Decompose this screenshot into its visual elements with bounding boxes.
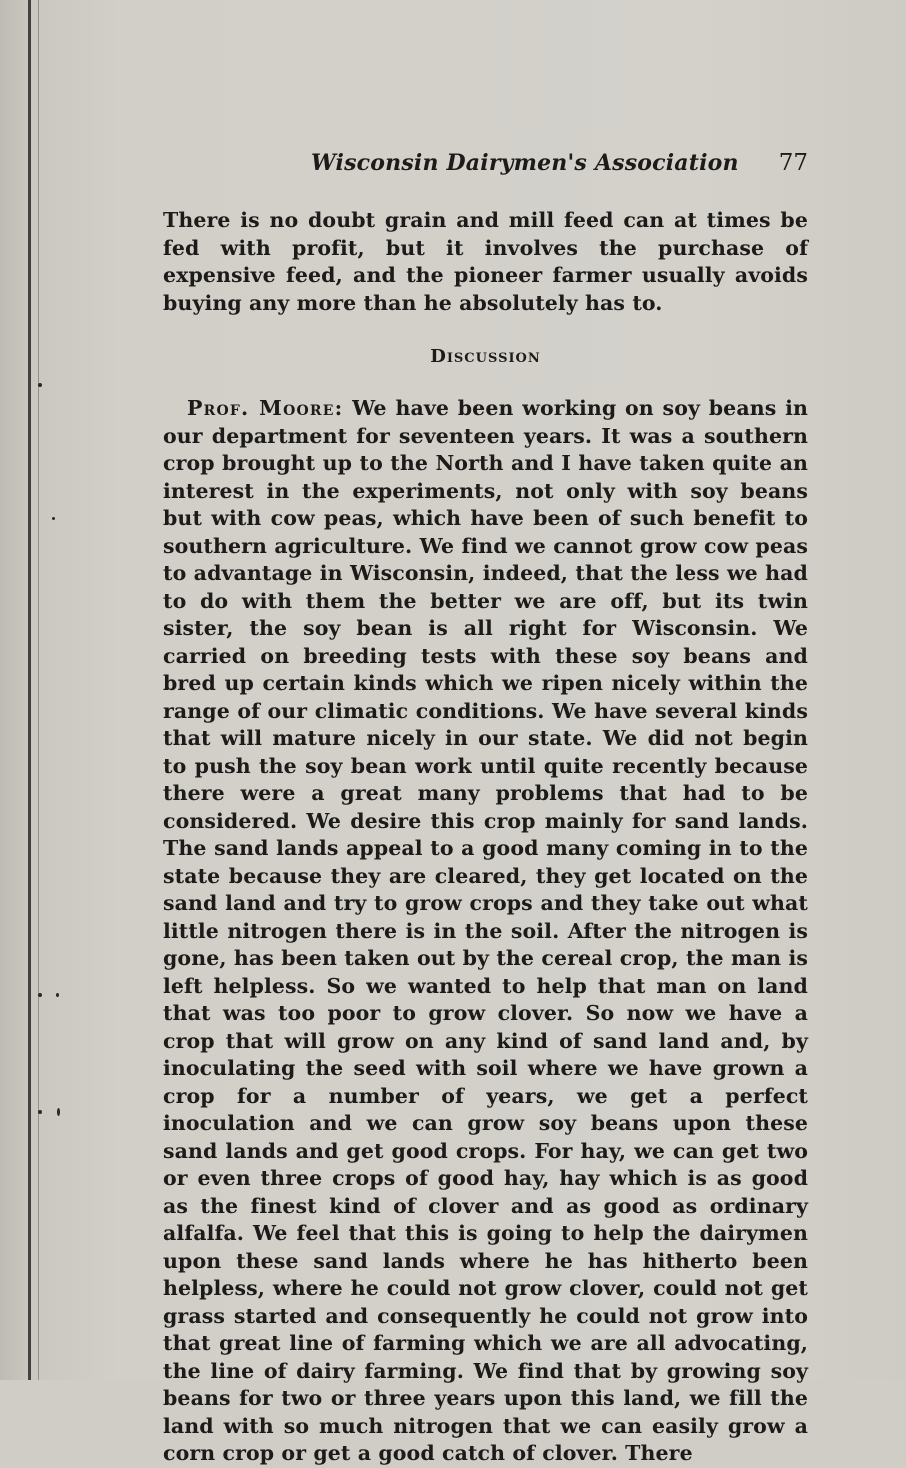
- section-heading: Discussion: [430, 346, 541, 367]
- running-head: Wisconsin Dairymen's Association: [311, 150, 739, 176]
- opening-paragraph-block: [163, 207, 808, 317]
- binding-edge: [28, 0, 31, 1380]
- discussion-text: We have been working on soy beans in our department for seventeen years. It was a southern crop brought up to the North and I have taken quite an interest in the experiments, not only with soy beans but with cow peas, which have been of such benefit to southern agriculture. We find we cannot grow cow peas to advantage in Wisconsin, indeed, that the less we had to do with them the better we are off, but its twin sister, the soy bean is all right for Wisconsin. We carried on breeding tests with these soy beans and bred up certain kinds which we ripen nicely within the range of our climatic conditions. We have several kinds that will mature nicely in our state. We did not begin to push the soy bean work until quite recently because there were a great many problems that had to be considered. We desire this crop mainly for sand lands. The sand lands appeal to a good many coming in to the state because they are cleared, they get located on the sand land and try to grow crops and they take out what little nitrogen there is in the soil. After the nitrogen is gone, has been taken out by the cereal crop, the man is left helpless. So we wanted to help that man on land that was too poor to grow clover. So now we have a crop that will grow on any kind of sand land and, by inoculating the seed with soil where we have grown a crop for a number of years, we get a perfect inoculation and we can grow soy beans upon these sand lands and get good crops. For hay, we can get two or even three crops of good hay, hay which is as good as the finest kind of clover and as good as ordinary alfalfa. We feel that this is going to help the dairymen upon these sand lands where he has hitherto been helpless, where he could not grow clover, could not get grass started and consequently he could not grow into that great line of farming which we are all advocating, the line of dairy farming. We find that by growing soy beans for two or three years upon this land, we fill the land with so much nitrogen that we can easily grow a corn crop or get a good catch of clover. There: [163, 396, 808, 1465]
- scan-speck: [38, 383, 42, 387]
- scan-speck: [38, 1110, 42, 1114]
- scan-speck: [57, 1108, 60, 1116]
- scan-speck: [52, 517, 55, 520]
- binding-edge-shadow: [38, 0, 39, 1380]
- page-number: 77: [778, 150, 808, 176]
- scan-speck: [38, 993, 42, 997]
- discussion-block: [163, 395, 808, 1468]
- speaker-name: Prof. Moore:: [187, 396, 344, 420]
- page-header: [163, 150, 808, 182]
- opening-paragraph: There is no doubt grain and mill feed can at times be fed with profit, but it involves the purchase of expensive feed, and the pioneer farmer usually avoids buying any more than he absolutely has to.: [163, 208, 808, 315]
- scan-speck: [56, 993, 59, 997]
- discussion-paragraph: [163, 395, 808, 1468]
